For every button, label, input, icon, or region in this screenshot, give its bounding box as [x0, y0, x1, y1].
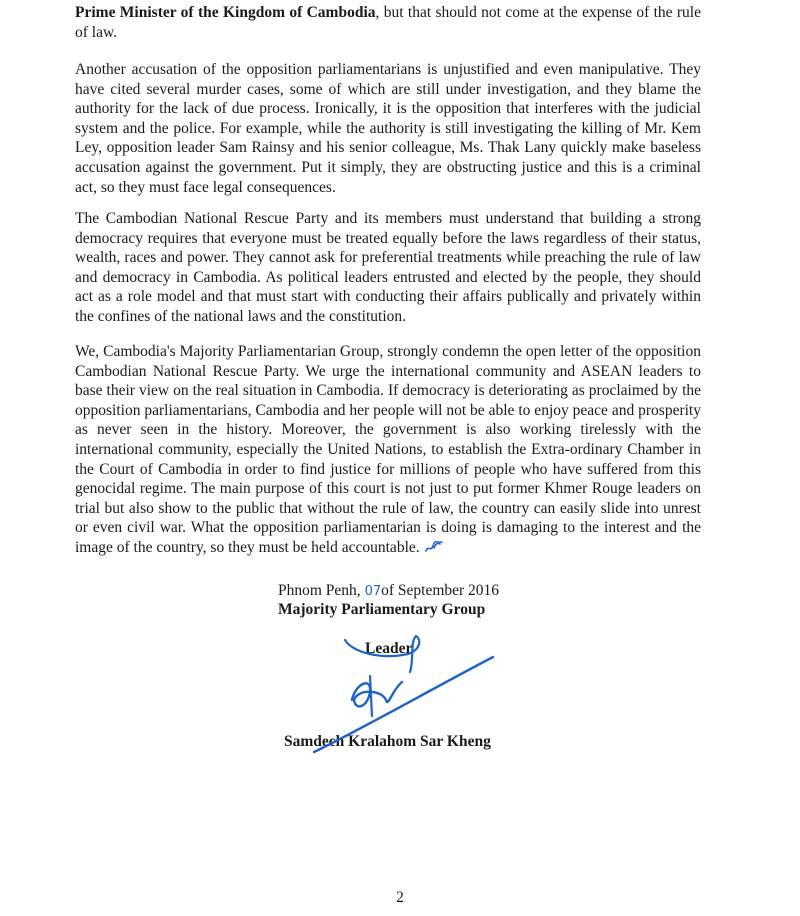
paragraph-1-bold-lead: Prime Minister of the Kingdom of Cambodia [75, 4, 376, 21]
page-number: 2 [396, 889, 404, 906]
paragraph-2 [75, 60, 701, 197]
paragraph-1 [75, 3, 701, 42]
paragraph-2-text: Another accusation of the opposition parliamentarians is unjustified and even manipulative. They have cited several murder cases, some of which are still under investigation, and they blame the authority for the lack of due process. Ironically, it is the opposition that interferes with the judicial system and the police. For example, while the authority is still investigating the killing of Mr. Kem Ley, opposition leader Sam Rainsy and his senior colleague, Ms. Thak Lany quickly make baseless accusation against the government. Put it simply, they are obstructing justice and this is a criminal act, so they must face legal consequences. [75, 61, 701, 196]
leader-name: Samdech Kralahom Sar Kheng [284, 733, 491, 750]
handwritten-day: 07 [364, 584, 382, 599]
place-date-suffix: of September 2016 [381, 582, 500, 599]
place-date-line [278, 582, 518, 600]
paragraph-1-text: , but that should not come at the expense of the rule of law. [75, 4, 701, 41]
paragraph-4 [75, 342, 701, 561]
paragraph-3-text: The Cambodian National Rescue Party and its members must understand that building a strong democracy requires that everyone must be treated equally before the laws regardless of their status, wealth, races and power. They cannot ask for preferential treatments while preaching the rule of law and democracy in Cambodia. As political leaders entrusted and elected by the people, they should act as a role model and that must start with conducting their affairs publically and privately within the confines of the national laws and the constitution. [75, 210, 701, 325]
place-date-prefix: Phnom Penh, [278, 582, 365, 599]
initials-mark-icon [424, 539, 444, 561]
paragraph-3 [75, 209, 701, 327]
group-name: Majority Parliamentary Group [278, 601, 486, 618]
paragraph-4-text: We, Cambodia's Majority Parliamentarian Group, strongly condemn the open letter of the opposition Cambodian National Rescue Party. We urge the international community and ASEAN leaders to base their view on the real situation in Cambodia. If democracy is deteriorating as proclaimed by the opposition parliamentarians, Cambodia and her people will not be able to enjoy peace and prosperity as never seen in the history. Moreover, the government is also working tirelessly with the international community, especially the United Nations, to establish the Extra-ordinary Chamber in the Court of Cambodia in order to find justice for millions of people who have suffered from this genocidal regime. The main purpose of this court is not just to put former Khmer Rouge leaders on trial but also show to the public that without the rule of law, the country can easily slide into unrest or even civil war. What the opposition parliamentarian is doing is damaging to the interest and the image of the country, so they must be held accountable. [75, 343, 701, 556]
leader-title: Leader [365, 640, 413, 657]
